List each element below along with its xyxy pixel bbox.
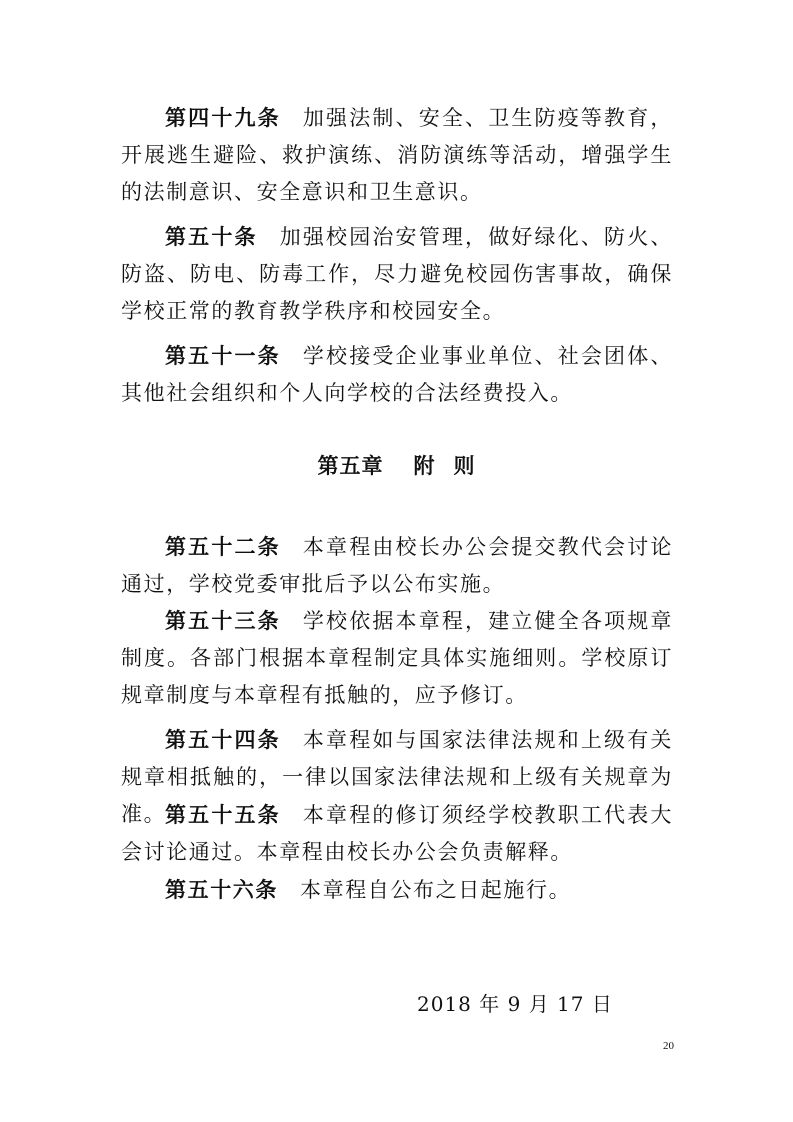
article-number: 第五十二条 <box>165 535 281 559</box>
article-number: 第五十三条 <box>165 609 281 633</box>
article-number: 第五十五条 <box>165 803 281 827</box>
article-text: 加强校园治安管理，做好绿化、防火、防盗、防电、防毒工作，尽力避免校园伤害事故，确保学校正常的教育教学秩序和校园安全。 <box>121 225 673 323</box>
article-text: 本章程的修订须经学校教职工代表大会讨论通过。本章程由校长办公会负责解释。 <box>121 803 674 864</box>
article-text: 学校接受企业事业单位、社会团体、其他社会组织和个人向学校的合法经费投入。 <box>121 344 674 405</box>
article-text: 加强法制、安全、卫生防疫等教育，开展逃生避险、救护演练、消防演练等活动，增强学生的法制意识、安全意识和卫生意识。 <box>121 106 674 204</box>
article-number: 第五十四条 <box>165 728 281 752</box>
chapter-label: 第五章 <box>317 454 384 478</box>
article-number: 第五十条 <box>165 225 258 249</box>
document-date: 2018 年 9 月 17 日 <box>417 992 613 1016</box>
article-number: 第四十九条 <box>165 106 281 130</box>
article-51 <box>121 338 673 412</box>
article-text: 本章程由校长办公会提交教代会讨论通过，学校党委审批后予以公布实施。 <box>121 535 674 596</box>
article-53 <box>121 603 673 714</box>
article-text: 本章程自公布之日起施行。 <box>300 878 572 902</box>
article-text: 本章程如与国家法律法规和上级有关规章相抵触的，一律以国家法律法规和上级有关规章为准。 <box>121 728 674 826</box>
article-number: 第五十一条 <box>165 344 281 368</box>
chapter-title-part2: 则 <box>453 454 476 478</box>
article-56 <box>121 872 673 909</box>
page-number: 20 <box>663 1040 674 1052</box>
article-52 <box>121 529 673 603</box>
article-55 <box>121 797 673 871</box>
article-text: 学校依据本章程，建立健全各项规章制度。各部门根据本章程制定具体实施细则。学校原订规章制度与本章程有抵触的，应予修订。 <box>121 609 674 707</box>
article-49 <box>121 100 673 211</box>
article-number: 第五十六条 <box>165 878 278 902</box>
article-50 <box>121 219 673 330</box>
chapter-heading <box>0 450 793 480</box>
chapter-title-part1: 附 <box>413 454 436 478</box>
